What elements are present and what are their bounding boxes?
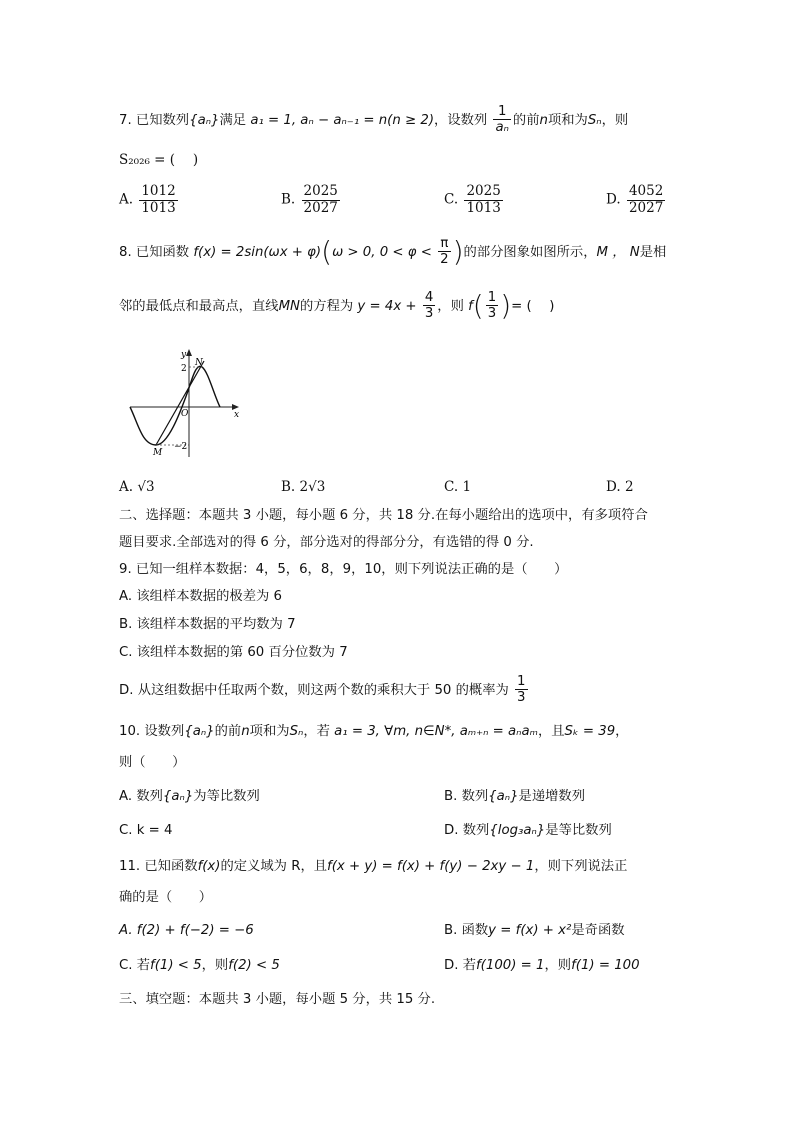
q10-stem: 10. 设数列{aₙ}的前n项和为Sₙ，若 a₁ = 3, ∀m, n∈N*, aₘ₊ₙ = aₙaₘ，且Sₖ = 39， — [119, 724, 629, 739]
sine-graph — [126, 343, 250, 459]
q9-stem: 9. 已知一组样本数据：4，5，6，8，9，10，则下列说法正确的是（ ） — [119, 562, 568, 577]
q9-option-d[interactable]: D. 从这组数据中任取两个数，则这两个数的乘积大于 50 的概率为 $\frac{1}{3}$ — [119, 674, 526, 706]
q7-option-d[interactable]: D. $\frac{4052}{2027}$ — [606, 183, 664, 216]
q10-option-b[interactable]: B. 数列{aₙ}是递增数列 — [444, 789, 586, 804]
q7-option-b[interactable]: B. $\frac{2025}{2027}$ — [281, 183, 338, 216]
tick-two: 2 — [181, 364, 187, 374]
line-mn — [156, 361, 204, 445]
q7-option-c[interactable]: C. $\frac{2025}{1013}$ — [444, 183, 501, 216]
q8-option-b[interactable]: B. 2√3 — [281, 479, 326, 495]
q7-option-a[interactable]: A. $\frac{1012}{1013}$ — [119, 183, 176, 216]
q10-option-a[interactable]: A. 数列{aₙ}为等比数列 — [119, 789, 260, 804]
y-axis-arrow — [186, 349, 192, 356]
section3-line1: 三、填空题：本题共 3 小题，每小题 5 分，共 15 分. — [119, 992, 436, 1007]
q11-line2: 确的是（ ） — [119, 890, 213, 905]
q7-line2: S₂₀₂₆ = ( ) — [119, 152, 199, 168]
q11-option-d[interactable]: D. 若f(100) = 1，则f(1) = 100 — [444, 958, 640, 973]
point-m-label: M — [153, 448, 163, 458]
q10-option-d[interactable]: D. 数列{log₃aₙ}是等比数列 — [444, 823, 612, 838]
q7-stem: 7. 已知数列{aₙ}满足 a₁ = 1, aₙ − aₙ₋₁ = n(n ≥ 2)，设数列 $\frac{1}{\text{aₙ}}$ 的前n项和为Sₙ，则 — [119, 104, 629, 136]
origin-label: O — [181, 409, 189, 419]
tick-neg-two: −2 — [174, 442, 188, 452]
q8-option-a[interactable]: A. √3 — [119, 479, 155, 495]
q11-option-a[interactable]: A. f(2) + f(−2) = −6 — [119, 923, 254, 938]
x-axis-label: x — [234, 410, 240, 420]
q10-option-c[interactable]: C. k = 4 — [119, 823, 173, 838]
q11-stem: 11. 已知函数f(x)的定义域为 R，且f(x + y) = f(x) + f(y) − 2xy − 1，则下列说法正 — [119, 859, 628, 874]
q8-option-c[interactable]: C. 1 — [444, 479, 472, 495]
q10-line2: 则（ ） — [119, 755, 186, 770]
q11-option-c[interactable]: C. 若f(1) < 5，则f(2) < 5 — [119, 958, 280, 973]
q9-option-c[interactable]: C. 该组样本数据的第 60 百分位数为 7 — [119, 645, 348, 660]
point-n-label: N — [195, 358, 203, 368]
q8-line2: 邻的最低点和最高点，直线MN的方程为 y = 4x + $\frac{4}{3}$ ，则 f( $\frac{1}{3}$ )= ( ) — [119, 288, 555, 322]
q11-option-b[interactable]: B. 函数y = f(x) + x²是奇函数 — [444, 923, 625, 938]
sine-curve — [130, 366, 220, 445]
q9-option-b[interactable]: B. 该组样本数据的平均数为 7 — [119, 617, 296, 632]
section2-line1: 二、选择题：本题共 3 小题，每小题 6 分，共 18 分.在每小题给出的选项中，有多项符合 — [119, 508, 648, 523]
y-axis-label: y — [181, 350, 187, 360]
q8-option-d[interactable]: D. 2 — [606, 479, 634, 495]
q7-fraction: $\frac{1}{\text{aₙ}}$ — [495, 104, 509, 136]
q9-option-a[interactable]: A. 该组样本数据的极差为 6 — [119, 589, 282, 604]
q8-stem: 8. 已知函数 f(x) = 2sin(ωx + φ)(ω > 0, 0 < φ < $\frac{\pi}{2}$ )的部分图象如图所示，M ， N是相 — [119, 234, 667, 268]
section2-line2: 题目要求.全部选对的得 6 分，部分选对的得部分分，有选错的得 0 分. — [119, 535, 534, 550]
